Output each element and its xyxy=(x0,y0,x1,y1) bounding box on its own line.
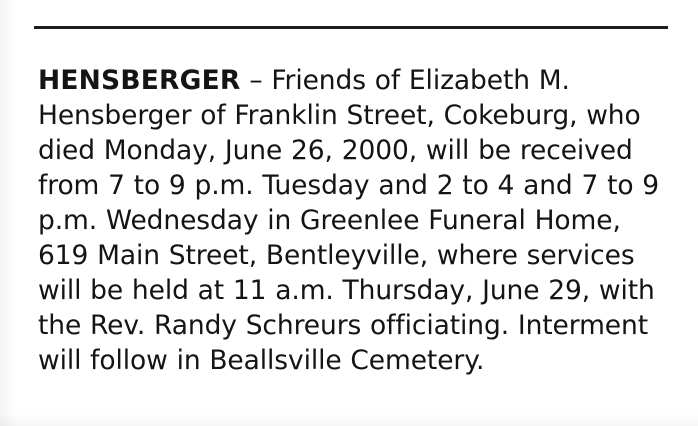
obituary-surname: HENSBERGER xyxy=(38,64,241,96)
obituary-paragraph xyxy=(38,63,668,378)
obituary-body-text: Friends of Elizabeth M. Hensberger of Franklin Street, Cokeburg, who died Monday, June 26, 2000, will be received from 7 to 9 p.m. Tuesday and 2 to 4 and 7 to 9 p.m. Wednesday in Greenlee Funeral Home, 619 Main Street, Bentleyville, where services will be held at 11 a.m. Thursday, June 29, with the Rev. Randy Schreurs officiating. Interment will follow in Beallsville Cemetery. xyxy=(38,64,660,376)
horizontal-divider-rule xyxy=(34,26,668,29)
scan-edge-shading-left xyxy=(0,0,16,426)
obituary-dash: – xyxy=(249,64,263,96)
scan-edge-shading-bottom xyxy=(0,412,698,426)
obituary-space xyxy=(263,65,272,96)
